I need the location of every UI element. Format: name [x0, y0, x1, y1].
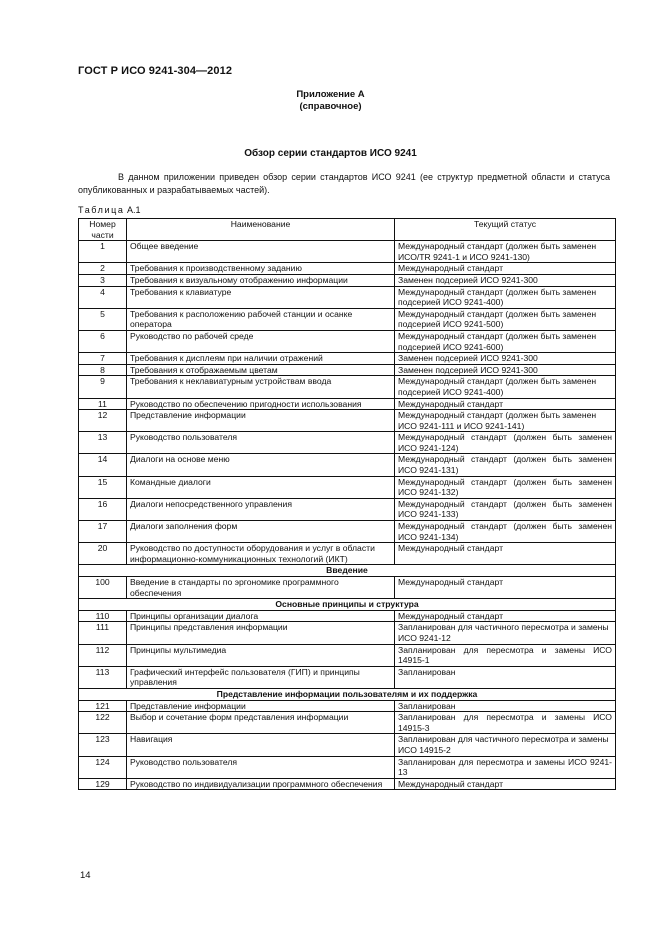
- part-number-cell: 7: [79, 353, 127, 365]
- table-row: [79, 521, 616, 543]
- part-number-cell: 11: [79, 398, 127, 410]
- part-number-cell: 124: [79, 756, 127, 778]
- part-number-cell: 13: [79, 432, 127, 454]
- part-name-cell: Диалоги непосредственного управления: [127, 498, 395, 520]
- table-row: [79, 241, 616, 263]
- part-number-cell: 5: [79, 308, 127, 330]
- part-number-cell: 112: [79, 644, 127, 666]
- table-caption-label: Таблица: [78, 205, 125, 215]
- part-number-cell: 16: [79, 498, 127, 520]
- table-row: [79, 610, 616, 622]
- status-cell: Заменен подсерией ИСО 9241-300: [395, 353, 616, 365]
- status-cell: Международный стандарт (должен быть заменен подсерией ИСО 9241-400): [395, 286, 616, 308]
- part-name-cell: Руководство по доступности оборудования и услуг в области информационно-коммуникационных технологий (ИКТ): [127, 543, 395, 565]
- section-title: Обзор серии стандартов ИСО 9241: [244, 148, 417, 159]
- part-name-cell: Диалоги на основе меню: [127, 454, 395, 476]
- table-row: [79, 376, 616, 398]
- part-name-cell: Требования к неклавиатурным устройствам ввода: [127, 376, 395, 398]
- part-number-cell: 14: [79, 454, 127, 476]
- part-number-cell: 20: [79, 543, 127, 565]
- part-name-cell: Требования к расположению рабочей станции и осанке оператора: [127, 308, 395, 330]
- table-row: [79, 353, 616, 365]
- part-number-cell: 100: [79, 577, 127, 599]
- table-row: [79, 432, 616, 454]
- table-section-row: [79, 565, 616, 577]
- part-name-cell: Требования к дисплеям при наличии отражений: [127, 353, 395, 365]
- column-header-name: Наименование: [127, 219, 395, 241]
- status-cell: Запланирован для пересмотра и замены ИСО 14915-1: [395, 644, 616, 666]
- table-row: [79, 308, 616, 330]
- standards-table: [78, 218, 616, 790]
- status-cell: Международный стандарт (должен быть заменен ИСО 9241-133): [395, 498, 616, 520]
- table-row: [79, 734, 616, 756]
- part-number-cell: 121: [79, 700, 127, 712]
- part-name-cell: Руководство по обеспечению пригодности использования: [127, 398, 395, 410]
- part-name-cell: Принципы мультимедиа: [127, 644, 395, 666]
- table-row: [79, 644, 616, 666]
- part-name-cell: Принципы организации диалога: [127, 610, 395, 622]
- table-row: [79, 498, 616, 520]
- status-cell: Международный стандарт (должен быть заменен ИСО 9241-132): [395, 476, 616, 498]
- table-row: [79, 364, 616, 376]
- part-name-cell: Руководство пользователя: [127, 432, 395, 454]
- status-cell: Международный стандарт: [395, 263, 616, 275]
- part-name-cell: Требования к клавиатуре: [127, 286, 395, 308]
- status-cell: Заменен подсерией ИСО 9241-300: [395, 274, 616, 286]
- part-number-cell: 17: [79, 521, 127, 543]
- table-row: [79, 577, 616, 599]
- part-number-cell: 129: [79, 778, 127, 790]
- column-header-status: Текущий статус: [395, 219, 616, 241]
- column-header-number: Номер части: [79, 219, 127, 241]
- table-section-row: [79, 688, 616, 700]
- section-heading: Представление информации пользователям и их поддержка: [79, 688, 616, 700]
- part-name-cell: Требования к отображаемым цветам: [127, 364, 395, 376]
- status-cell: Международный стандарт: [395, 543, 616, 565]
- status-cell: Международный стандарт (должен быть заменен подсерией ИСО 9241-600): [395, 330, 616, 352]
- part-name-cell: Навигация: [127, 734, 395, 756]
- table-row: [79, 398, 616, 410]
- table-row: [79, 274, 616, 286]
- status-cell: Международный стандарт: [395, 610, 616, 622]
- status-cell: Международный стандарт (должен быть заменен ИСО 9241-111 и ИСО 9241-141): [395, 410, 616, 432]
- part-name-cell: Выбор и сочетание форм представления информации: [127, 712, 395, 734]
- table-row: [79, 330, 616, 352]
- table-row: [79, 622, 616, 644]
- document-header: ГОСТ Р ИСО 9241-304—2012: [78, 65, 233, 77]
- table-row: [79, 543, 616, 565]
- status-cell: Заменен подсерией ИСО 9241-300: [395, 364, 616, 376]
- part-number-cell: 113: [79, 666, 127, 688]
- part-number-cell: 12: [79, 410, 127, 432]
- status-cell: Запланирован: [395, 666, 616, 688]
- status-cell: Запланирован для пересмотра и замены ИСО 9241-13: [395, 756, 616, 778]
- table-section-row: [79, 599, 616, 611]
- status-cell: Международный стандарт: [395, 398, 616, 410]
- part-number-cell: 2: [79, 263, 127, 275]
- part-number-cell: 123: [79, 734, 127, 756]
- status-cell: Международный стандарт (должен быть заменен ИСО 9241-131): [395, 454, 616, 476]
- status-cell: Международный стандарт (должен быть заменен ИСО 9241-124): [395, 432, 616, 454]
- table-row: [79, 666, 616, 688]
- part-number-cell: 3: [79, 274, 127, 286]
- intro-paragraph: В данном приложении приведен обзор серии стандартов ИСО 9241 (ее структур предметной области и статуса опубликованных и разрабатываемых частей).: [78, 172, 610, 195]
- part-name-cell: Принципы представления информации: [127, 622, 395, 644]
- appendix-title: Приложение А: [296, 89, 365, 100]
- part-name-cell: Введение в стандарты по эргономике программного обеспечения: [127, 577, 395, 599]
- table-caption-number: А.1: [127, 205, 141, 215]
- status-cell: Международный стандарт (должен быть заменен ИСО/TR 9241-1 и ИСО 9241-130): [395, 241, 616, 263]
- part-name-cell: Представление информации: [127, 700, 395, 712]
- table-row: [79, 756, 616, 778]
- part-name-cell: Руководство пользователя: [127, 756, 395, 778]
- status-cell: Запланирован: [395, 700, 616, 712]
- status-cell: Международный стандарт (должен быть заменен ИСО 9241-134): [395, 521, 616, 543]
- part-name-cell: Командные диалоги: [127, 476, 395, 498]
- part-number-cell: 9: [79, 376, 127, 398]
- appendix-subtitle: (справочное): [299, 101, 362, 112]
- status-cell: Запланирован для частичного пересмотра и замены ИСО 14915-2: [395, 734, 616, 756]
- part-name-cell: Руководство по рабочей среде: [127, 330, 395, 352]
- part-number-cell: 122: [79, 712, 127, 734]
- status-cell: Международный стандарт (должен быть заменен подсерией ИСО 9241-400): [395, 376, 616, 398]
- status-cell: Международный стандарт: [395, 577, 616, 599]
- table-row: [79, 778, 616, 790]
- table-caption: [78, 205, 141, 215]
- table-row: [79, 286, 616, 308]
- table-row: [79, 476, 616, 498]
- part-name-cell: Требования к визуальному отображению информации: [127, 274, 395, 286]
- page-number: 14: [80, 870, 91, 881]
- part-name-cell: Общее введение: [127, 241, 395, 263]
- part-number-cell: 110: [79, 610, 127, 622]
- table-row: [79, 263, 616, 275]
- part-number-cell: 1: [79, 241, 127, 263]
- part-number-cell: 15: [79, 476, 127, 498]
- status-cell: Международный стандарт: [395, 778, 616, 790]
- section-heading: Введение: [79, 565, 616, 577]
- table-header-row: [79, 219, 616, 241]
- table-row: [79, 410, 616, 432]
- status-cell: Запланирован для пересмотра и замены ИСО 14915-3: [395, 712, 616, 734]
- part-name-cell: Диалоги заполнения форм: [127, 521, 395, 543]
- part-number-cell: 111: [79, 622, 127, 644]
- part-name-cell: Представление информации: [127, 410, 395, 432]
- table-row: [79, 700, 616, 712]
- part-number-cell: 8: [79, 364, 127, 376]
- table-row: [79, 712, 616, 734]
- section-heading: Основные принципы и структура: [79, 599, 616, 611]
- status-cell: Международный стандарт (должен быть заменен подсерией ИСО 9241-500): [395, 308, 616, 330]
- table-body: [79, 241, 616, 790]
- table-row: [79, 454, 616, 476]
- part-name-cell: Требования к производственному заданию: [127, 263, 395, 275]
- part-name-cell: Руководство по индивидуализации программного обеспечения: [127, 778, 395, 790]
- part-number-cell: 6: [79, 330, 127, 352]
- part-name-cell: Графический интерфейс пользователя (ГИП) и принципы управления: [127, 666, 395, 688]
- status-cell: Запланирован для частичного пересмотра и замены ИСО 9241-12: [395, 622, 616, 644]
- part-number-cell: 4: [79, 286, 127, 308]
